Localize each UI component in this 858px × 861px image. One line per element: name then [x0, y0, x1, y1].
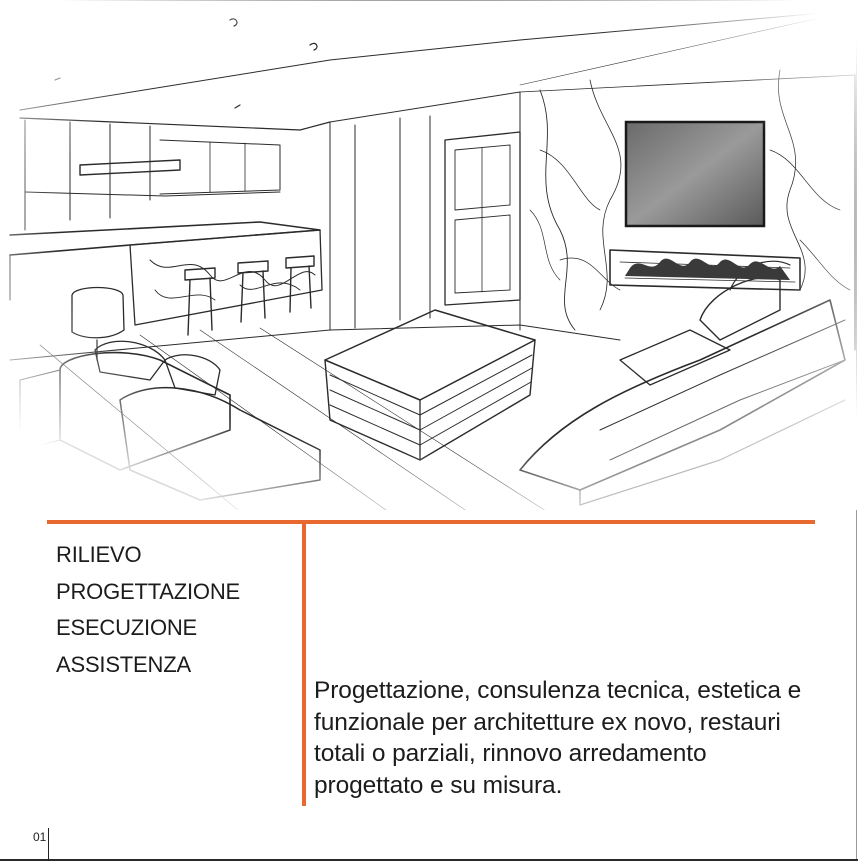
accent-horizontal-rule [47, 520, 815, 524]
accent-vertical-rule [302, 524, 306, 806]
service-description: Progettazione, consulenza tecnica, estetica e funzionale per architetture ex novo, restauri totali o parziali, rinnovo arredamento progettato e su misura. [314, 677, 802, 799]
service-item-design: PROGETTAZIONE [56, 578, 241, 604]
page-number-divider [48, 828, 49, 859]
page-number: 01 [33, 830, 47, 844]
service-item-survey: RILIEVO [56, 542, 142, 567]
services-list [56, 537, 240, 683]
service-item-assistance: ASSISTENZA [56, 651, 191, 677]
service-item-execution: ESECUZIONE [56, 615, 198, 640]
